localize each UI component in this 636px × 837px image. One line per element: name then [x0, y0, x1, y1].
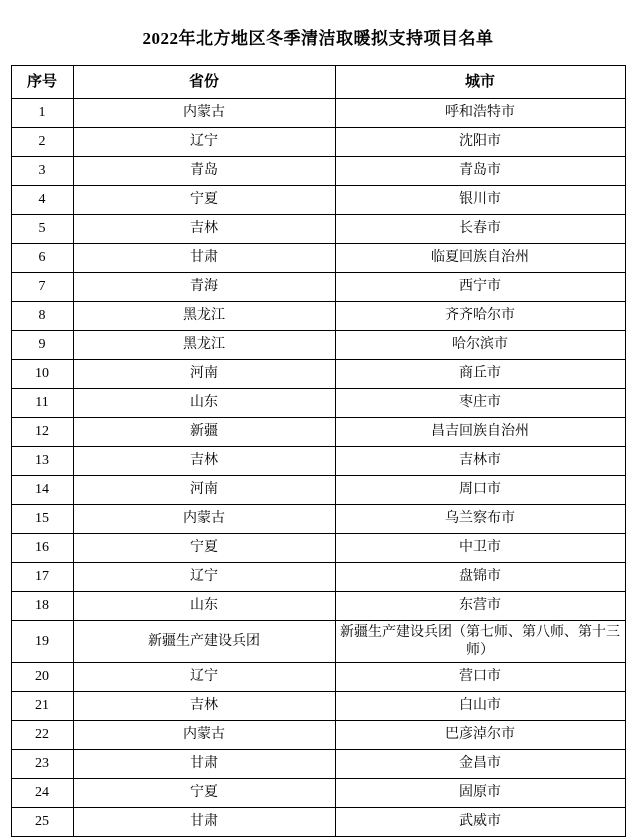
column-header-city: 城市: [335, 66, 625, 99]
cell-index: 4: [11, 186, 73, 215]
table-row: [11, 273, 625, 302]
table-row: [11, 692, 625, 721]
table-row: [11, 418, 625, 447]
cell-city: 长春市: [335, 215, 625, 244]
cell-city: 西宁市: [335, 273, 625, 302]
cell-index: 6: [11, 244, 73, 273]
table-row: [11, 331, 625, 360]
table-row: [11, 244, 625, 273]
table-row: [11, 476, 625, 505]
cell-city: 盘锦市: [335, 563, 625, 592]
table-row: [11, 302, 625, 331]
table-row: [11, 808, 625, 837]
table-row: [11, 389, 625, 418]
table-row: [11, 215, 625, 244]
cell-city: 沈阳市: [335, 128, 625, 157]
cell-province: 新疆生产建设兵团: [73, 621, 335, 663]
cell-province: 辽宁: [73, 128, 335, 157]
table-row: [11, 360, 625, 389]
column-header-index: 序号: [11, 66, 73, 99]
table-row: [11, 186, 625, 215]
table-row: [11, 128, 625, 157]
cell-province: 宁夏: [73, 779, 335, 808]
cell-index: 20: [11, 663, 73, 692]
table-row: [11, 592, 625, 621]
cell-index: 22: [11, 721, 73, 750]
cell-index: 9: [11, 331, 73, 360]
table-row: [11, 563, 625, 592]
cell-province: 甘肃: [73, 244, 335, 273]
cell-index: 23: [11, 750, 73, 779]
table-body: [11, 99, 625, 837]
cell-city: 白山市: [335, 692, 625, 721]
cell-city: 新疆生产建设兵团（第七师、第八师、第十三师）: [335, 621, 625, 663]
cell-city: 营口市: [335, 663, 625, 692]
cell-city: 呼和浩特市: [335, 99, 625, 128]
cell-province: 青海: [73, 273, 335, 302]
table-row: [11, 534, 625, 563]
column-header-province: 省份: [73, 66, 335, 99]
page-title: 2022年北方地区冬季清洁取暖拟支持项目名单: [142, 29, 494, 48]
cell-index: 5: [11, 215, 73, 244]
cell-city: 齐齐哈尔市: [335, 302, 625, 331]
cell-province: 青岛: [73, 157, 335, 186]
cell-province: 宁夏: [73, 186, 335, 215]
cell-city: 青岛市: [335, 157, 625, 186]
table-row: [11, 157, 625, 186]
cell-index: 8: [11, 302, 73, 331]
cell-city: 东营市: [335, 592, 625, 621]
cell-city: 枣庄市: [335, 389, 625, 418]
cell-index: 14: [11, 476, 73, 505]
cell-city: 乌兰察布市: [335, 505, 625, 534]
cell-province: 内蒙古: [73, 505, 335, 534]
cell-city: 固原市: [335, 779, 625, 808]
cell-province: 甘肃: [73, 750, 335, 779]
cell-city: 吉林市: [335, 447, 625, 476]
cell-province: 内蒙古: [73, 721, 335, 750]
cell-province: 新疆: [73, 418, 335, 447]
cell-index: 18: [11, 592, 73, 621]
cell-city: 银川市: [335, 186, 625, 215]
cell-index: 21: [11, 692, 73, 721]
cell-province: 山东: [73, 389, 335, 418]
table-row: [11, 663, 625, 692]
cell-city: 巴彦淖尔市: [335, 721, 625, 750]
cell-province: 黑龙江: [73, 331, 335, 360]
cell-city: 周口市: [335, 476, 625, 505]
cell-city: 武威市: [335, 808, 625, 837]
cell-province: 宁夏: [73, 534, 335, 563]
cell-index: 12: [11, 418, 73, 447]
cell-province: 辽宁: [73, 563, 335, 592]
cell-province: 吉林: [73, 215, 335, 244]
table-header-row: [11, 66, 625, 99]
cell-city: 商丘市: [335, 360, 625, 389]
table-row: [11, 505, 625, 534]
cell-province: 甘肃: [73, 808, 335, 837]
cell-index: 11: [11, 389, 73, 418]
cell-city: 中卫市: [335, 534, 625, 563]
cell-province: 山东: [73, 592, 335, 621]
cell-city: 金昌市: [335, 750, 625, 779]
cell-index: 17: [11, 563, 73, 592]
table-row: [11, 621, 625, 663]
table-header: [11, 66, 625, 99]
cell-index: 1: [11, 99, 73, 128]
cell-province: 河南: [73, 476, 335, 505]
cell-province: 吉林: [73, 447, 335, 476]
cell-index: 10: [11, 360, 73, 389]
cell-index: 7: [11, 273, 73, 302]
cell-index: 15: [11, 505, 73, 534]
cell-city: 昌吉回族自治州: [335, 418, 625, 447]
cell-index: 2: [11, 128, 73, 157]
table-row: [11, 447, 625, 476]
table-row: [11, 99, 625, 128]
cell-province: 河南: [73, 360, 335, 389]
cell-province: 黑龙江: [73, 302, 335, 331]
cell-index: 16: [11, 534, 73, 563]
cell-index: 3: [11, 157, 73, 186]
cell-index: 13: [11, 447, 73, 476]
cell-index: 24: [11, 779, 73, 808]
cell-city: 临夏回族自治州: [335, 244, 625, 273]
table-row: [11, 721, 625, 750]
cell-province: 吉林: [73, 692, 335, 721]
cell-province: 内蒙古: [73, 99, 335, 128]
table-row: [11, 750, 625, 779]
project-list-table: [11, 65, 626, 837]
cell-city: 哈尔滨市: [335, 331, 625, 360]
cell-index: 25: [11, 808, 73, 837]
cell-index: 19: [11, 621, 73, 663]
cell-province: 辽宁: [73, 663, 335, 692]
